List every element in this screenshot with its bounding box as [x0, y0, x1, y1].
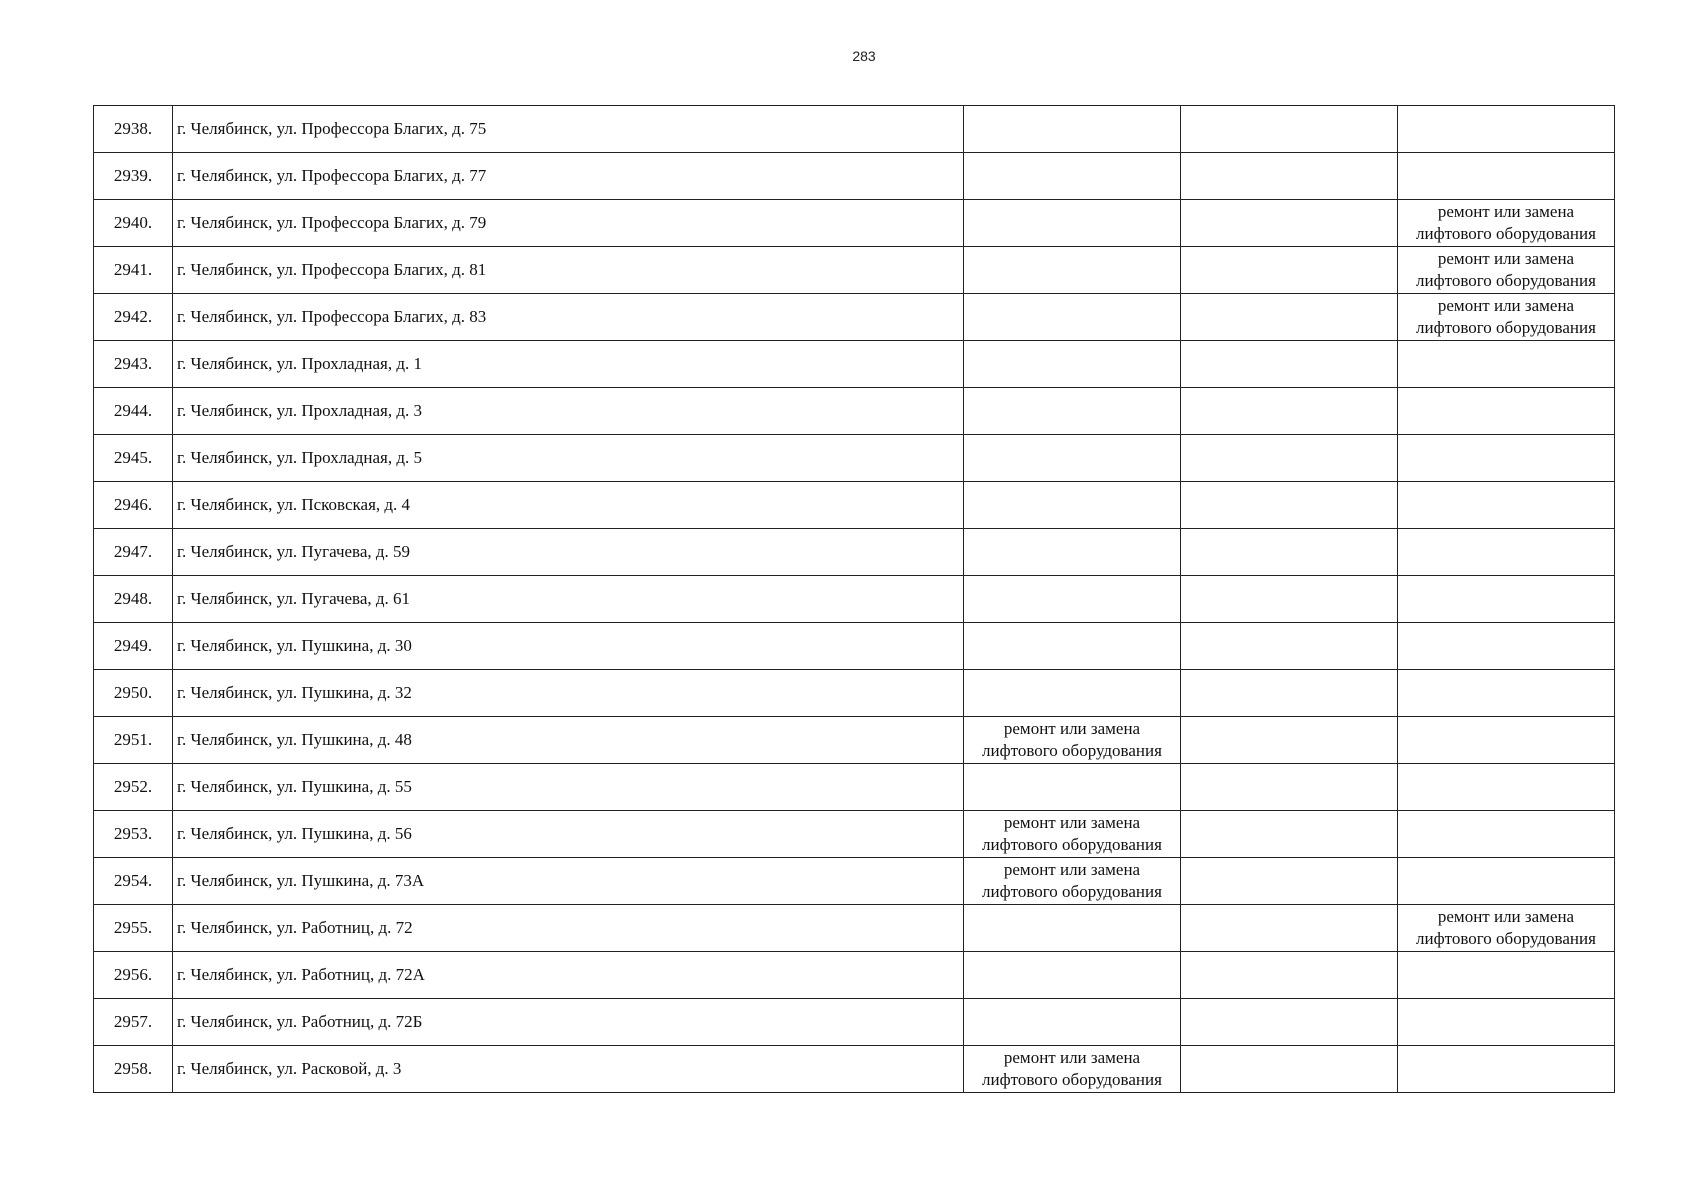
row-number-cell: 2945.	[94, 435, 173, 482]
work-type-cell-col4	[1181, 1046, 1398, 1093]
work-type-cell-col5	[1398, 153, 1615, 200]
work-type-line: ремонт или замена	[1003, 860, 1141, 879]
work-type-cell-col3	[964, 764, 1181, 811]
row-number-cell: 2954.	[94, 858, 173, 905]
work-type-line: ремонт или замена	[1003, 1048, 1141, 1067]
work-type-cell-col3	[964, 153, 1181, 200]
work-type-cell-col5	[1398, 388, 1615, 435]
work-type-cell-col5	[1398, 717, 1615, 764]
work-type-cell-col4	[1181, 623, 1398, 670]
table-row	[94, 200, 1615, 247]
work-type-cell-col5	[1398, 858, 1615, 905]
work-type-line: ремонт или замена	[1437, 249, 1575, 268]
work-type-line: лифтового оборудования	[1416, 318, 1596, 337]
work-type-cell-col4	[1181, 717, 1398, 764]
row-number-cell: 2944.	[94, 388, 173, 435]
row-number-cell: 2943.	[94, 341, 173, 388]
work-type-cell-col4	[1181, 999, 1398, 1046]
work-type-cell-col4	[1181, 952, 1398, 999]
work-type-cell-col5	[1398, 623, 1615, 670]
row-number-cell: 2958.	[94, 1046, 173, 1093]
work-type-cell-col3	[964, 388, 1181, 435]
table-row	[94, 153, 1615, 200]
work-type-line: ремонт или замена	[1437, 907, 1575, 926]
work-type-cell-col5	[1398, 576, 1615, 623]
address-cell: г. Челябинск, ул. Профессора Благих, д. 83	[173, 294, 964, 341]
work-type-cell-col4	[1181, 247, 1398, 294]
work-type-cell-col5	[1398, 952, 1615, 999]
table-row	[94, 905, 1615, 952]
row-number-cell: 2942.	[94, 294, 173, 341]
work-type-line: лифтового оборудования	[1416, 271, 1596, 290]
work-type-cell-col3	[964, 952, 1181, 999]
work-type-line: ремонт или замена	[1437, 202, 1575, 221]
work-type-cell-col5	[1398, 294, 1615, 341]
work-type-cell-col5	[1398, 999, 1615, 1046]
row-number-cell: 2953.	[94, 811, 173, 858]
table-row	[94, 529, 1615, 576]
address-cell: г. Челябинск, ул. Псковская, д. 4	[173, 482, 964, 529]
row-number-cell: 2947.	[94, 529, 173, 576]
row-number-cell: 2940.	[94, 200, 173, 247]
row-number-cell: 2949.	[94, 623, 173, 670]
work-type-cell-col5	[1398, 482, 1615, 529]
address-cell: г. Челябинск, ул. Профессора Благих, д. 77	[173, 153, 964, 200]
page-number: 283	[852, 48, 876, 64]
row-number-cell: 2956.	[94, 952, 173, 999]
work-type-line: лифтового оборудования	[1416, 224, 1596, 243]
work-type-cell-col3	[964, 623, 1181, 670]
work-type-cell-col4	[1181, 529, 1398, 576]
address-cell: г. Челябинск, ул. Пушкина, д. 48	[173, 717, 964, 764]
work-type-cell-col4	[1181, 106, 1398, 153]
table-row	[94, 717, 1615, 764]
work-type-cell-col4	[1181, 811, 1398, 858]
work-type-line: ремонт или замена	[1003, 719, 1141, 738]
row-number-cell: 2938.	[94, 106, 173, 153]
work-type-cell-col3	[964, 482, 1181, 529]
work-type-cell-col4	[1181, 388, 1398, 435]
work-type-cell-col3	[964, 576, 1181, 623]
address-cell: г. Челябинск, ул. Профессора Благих, д. 79	[173, 200, 964, 247]
work-type-cell-col4	[1181, 905, 1398, 952]
address-cell: г. Челябинск, ул. Пугачева, д. 59	[173, 529, 964, 576]
table-row	[94, 858, 1615, 905]
work-type-cell-col3	[964, 1046, 1181, 1093]
address-cell: г. Челябинск, ул. Пушкина, д. 55	[173, 764, 964, 811]
table-row	[94, 294, 1615, 341]
work-type-cell-col5	[1398, 764, 1615, 811]
table-row	[94, 106, 1615, 153]
table-row	[94, 999, 1615, 1046]
work-type-cell-col3	[964, 294, 1181, 341]
address-cell: г. Челябинск, ул. Прохладная, д. 1	[173, 341, 964, 388]
work-type-cell-col5	[1398, 341, 1615, 388]
work-type-cell-col5	[1398, 529, 1615, 576]
table-row	[94, 811, 1615, 858]
table-row	[94, 764, 1615, 811]
work-type-line: лифтового оборудования	[982, 1070, 1162, 1089]
work-type-cell-col5	[1398, 670, 1615, 717]
table-row	[94, 435, 1615, 482]
work-type-cell-col5	[1398, 200, 1615, 247]
work-type-cell-col3	[964, 717, 1181, 764]
work-type-line: лифтового оборудования	[982, 882, 1162, 901]
registry-table-body	[94, 106, 1615, 1093]
row-number-cell: 2941.	[94, 247, 173, 294]
work-type-cell-col5	[1398, 106, 1615, 153]
work-type-cell-col3	[964, 858, 1181, 905]
address-cell: г. Челябинск, ул. Пушкина, д. 30	[173, 623, 964, 670]
address-cell: г. Челябинск, ул. Работниц, д. 72А	[173, 952, 964, 999]
address-cell: г. Челябинск, ул. Пушкина, д. 32	[173, 670, 964, 717]
work-type-cell-col3	[964, 200, 1181, 247]
address-cell: г. Челябинск, ул. Работниц, д. 72Б	[173, 999, 964, 1046]
table-row	[94, 1046, 1615, 1093]
row-number-cell: 2952.	[94, 764, 173, 811]
table-row	[94, 388, 1615, 435]
row-number-cell: 2955.	[94, 905, 173, 952]
work-type-cell-col3	[964, 670, 1181, 717]
row-number-cell: 2946.	[94, 482, 173, 529]
address-cell: г. Челябинск, ул. Работниц, д. 72	[173, 905, 964, 952]
work-type-cell-col4	[1181, 764, 1398, 811]
address-cell: г. Челябинск, ул. Расковой, д. 3	[173, 1046, 964, 1093]
work-type-cell-col4	[1181, 670, 1398, 717]
work-type-cell-col4	[1181, 200, 1398, 247]
table-row	[94, 482, 1615, 529]
work-type-cell-col4	[1181, 576, 1398, 623]
work-type-cell-col4	[1181, 341, 1398, 388]
work-type-cell-col3	[964, 247, 1181, 294]
table-row	[94, 576, 1615, 623]
row-number-cell: 2951.	[94, 717, 173, 764]
work-type-cell-col4	[1181, 858, 1398, 905]
work-type-line: лифтового оборудования	[1416, 929, 1596, 948]
address-cell: г. Челябинск, ул. Пушкина, д. 56	[173, 811, 964, 858]
work-type-cell-col5	[1398, 435, 1615, 482]
table-row	[94, 670, 1615, 717]
work-type-line: ремонт или замена	[1437, 296, 1575, 315]
work-type-cell-col3	[964, 905, 1181, 952]
table-row	[94, 341, 1615, 388]
row-number-cell: 2948.	[94, 576, 173, 623]
work-type-cell-col3	[964, 811, 1181, 858]
work-type-cell-col5	[1398, 905, 1615, 952]
work-type-cell-col4	[1181, 153, 1398, 200]
address-cell: г. Челябинск, ул. Пугачева, д. 61	[173, 576, 964, 623]
row-number-cell: 2957.	[94, 999, 173, 1046]
registry-table	[93, 105, 1615, 1093]
work-type-line: лифтового оборудования	[982, 741, 1162, 760]
address-cell: г. Челябинск, ул. Прохладная, д. 3	[173, 388, 964, 435]
work-type-line: ремонт или замена	[1003, 813, 1141, 832]
work-type-cell-col3	[964, 529, 1181, 576]
address-cell: г. Челябинск, ул. Прохладная, д. 5	[173, 435, 964, 482]
work-type-cell-col5	[1398, 247, 1615, 294]
address-cell: г. Челябинск, ул. Профессора Благих, д. 81	[173, 247, 964, 294]
work-type-cell-col3	[964, 341, 1181, 388]
work-type-line: лифтового оборудования	[982, 835, 1162, 854]
address-cell: г. Челябинск, ул. Пушкина, д. 73А	[173, 858, 964, 905]
work-type-cell-col3	[964, 999, 1181, 1046]
table-row	[94, 247, 1615, 294]
table-row	[94, 623, 1615, 670]
row-number-cell: 2939.	[94, 153, 173, 200]
table-row	[94, 952, 1615, 999]
work-type-cell-col5	[1398, 811, 1615, 858]
work-type-cell-col5	[1398, 1046, 1615, 1093]
work-type-cell-col4	[1181, 294, 1398, 341]
row-number-cell: 2950.	[94, 670, 173, 717]
address-cell: г. Челябинск, ул. Профессора Благих, д. 75	[173, 106, 964, 153]
work-type-cell-col3	[964, 435, 1181, 482]
work-type-cell-col4	[1181, 482, 1398, 529]
work-type-cell-col3	[964, 106, 1181, 153]
work-type-cell-col4	[1181, 435, 1398, 482]
